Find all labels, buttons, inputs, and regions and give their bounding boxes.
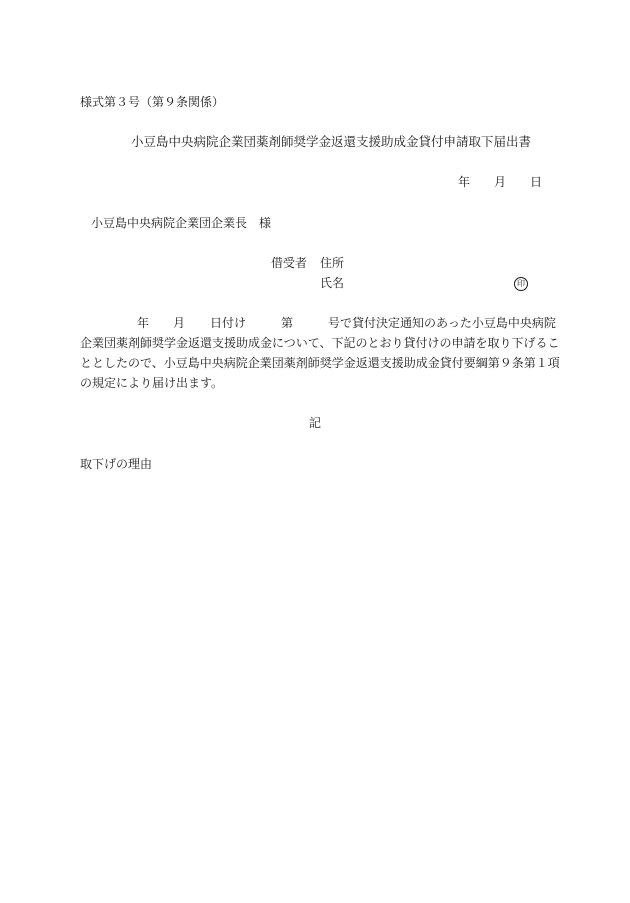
recipient: 小豆島中央病院企業団企業長 様: [91, 216, 272, 230]
seal-icon: 印: [514, 277, 528, 291]
date-line: [458, 176, 542, 188]
date-year: 年: [458, 175, 471, 189]
body-paragraph-line-3: ととしたので、小豆島中央病院企業団薬剤師奨学金返還支援助成金貸付要綱第９条第１項: [80, 356, 560, 370]
body-month: 月: [173, 316, 186, 330]
body-year: 年: [137, 316, 150, 330]
body-dai: 第: [281, 316, 294, 330]
body-line1-rest: 号で貸付決定通知のあった小豆島中央病院: [328, 316, 556, 330]
body-day-dated: 日付け: [210, 316, 247, 330]
body-paragraph-line-2: 企業団薬剤師奨学金返還支援助成金について、下記のとおり貸付けの申請を取り下げるこ: [80, 336, 560, 350]
address-label: 住所: [320, 256, 345, 270]
date-month: 月: [494, 175, 507, 189]
date-day: 日: [530, 175, 543, 189]
borrower-label: 借受者: [271, 256, 308, 270]
reason-label: 取下げの理由: [80, 457, 153, 471]
note-mark: 記: [309, 416, 322, 430]
name-label: 氏名: [320, 276, 345, 290]
body-paragraph-line-4: の規定により届け出ます。: [80, 376, 224, 390]
seal-mark: [514, 276, 528, 291]
form-number: 様式第３号（第９条関係）: [80, 95, 225, 109]
document-title: 小豆島中央病院企業団薬剤師奨学金返還支援助成金貸付申請取下届出書: [131, 134, 532, 149]
